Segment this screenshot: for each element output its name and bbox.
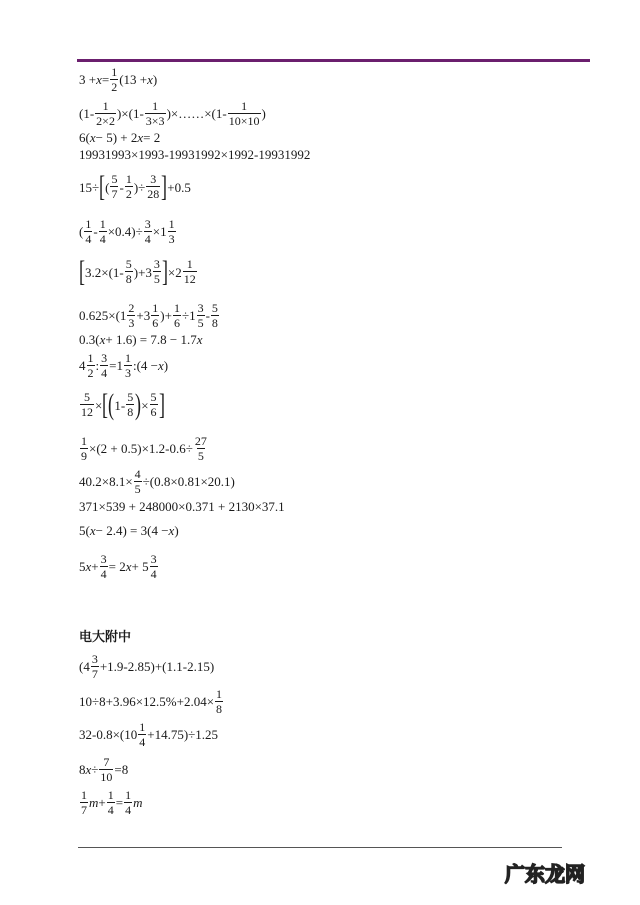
math-text: 4 <box>107 802 114 817</box>
math-text: )÷ <box>133 179 146 195</box>
problem-1 <box>79 66 157 93</box>
math-text: ×0.4)÷ <box>107 224 143 240</box>
math-text: =1 <box>109 358 123 374</box>
math-text: 4 <box>150 566 157 581</box>
math-text: ×2 <box>167 264 182 280</box>
math-text: 3 <box>197 301 204 315</box>
math-text: 10×10 <box>228 113 260 128</box>
math-text: 8 <box>125 272 132 286</box>
math-text: - <box>119 179 124 195</box>
fraction <box>126 391 134 418</box>
fraction <box>151 302 159 329</box>
bracket: ] <box>158 388 165 421</box>
fraction <box>125 258 133 285</box>
math-text: 1 <box>102 99 109 113</box>
problem-11 <box>79 390 165 420</box>
math-text: 8 <box>211 315 218 330</box>
problem-5 <box>79 172 191 202</box>
math-text: 3 <box>153 257 160 272</box>
fraction <box>146 173 160 200</box>
math-text: 6 <box>173 315 180 330</box>
math-text: 1 <box>81 788 87 802</box>
math-text: × <box>141 397 149 413</box>
fraction <box>134 468 142 495</box>
math-text: (4 <box>79 659 90 675</box>
fraction <box>168 218 176 245</box>
problem-2 <box>79 100 266 127</box>
math-text: )×(1- <box>116 106 144 122</box>
math-text: x <box>99 332 106 347</box>
math-text: 0.625×(1 <box>79 308 127 324</box>
math-text: 27 <box>194 434 207 448</box>
section-problem-1 <box>79 653 214 680</box>
fraction <box>153 258 161 285</box>
math-text: 4 <box>144 231 151 246</box>
math-text: 1 <box>99 217 106 231</box>
fraction <box>99 218 107 245</box>
fraction <box>95 100 116 127</box>
math-text: 5 <box>111 172 118 187</box>
math-text: 19931993×1993-19931992×1992-19931992 <box>79 147 311 162</box>
math-text: 7 <box>111 187 118 201</box>
math-text: ) <box>174 523 179 538</box>
math-text: 7 <box>91 666 98 681</box>
math-text: 10÷8+3.96×12.5%+2.04× <box>79 694 215 710</box>
bracket: ] <box>161 170 168 203</box>
math-text: 3 <box>91 652 98 666</box>
fraction <box>91 653 99 680</box>
math-text: - <box>205 308 210 324</box>
fraction <box>125 173 133 200</box>
fraction <box>145 100 166 127</box>
math-text: +3 <box>136 308 151 324</box>
math-text: 1 <box>125 788 132 802</box>
problem-8 <box>79 302 220 329</box>
math-text: ÷ <box>91 762 99 778</box>
math-text: 4 <box>139 734 146 749</box>
watermark-logo: 广东龙网 <box>505 862 585 886</box>
math-text: 5 <box>153 272 160 286</box>
math-text: = <box>115 795 124 811</box>
math-text: − 5) + 2 <box>95 130 138 145</box>
math-text: 3 <box>168 231 175 246</box>
problem-9 <box>79 333 202 346</box>
math-text: 3 <box>150 552 157 566</box>
fraction <box>183 258 197 285</box>
bracket: ( <box>108 388 115 421</box>
math-text: 5 <box>150 390 157 405</box>
math-text: 1 <box>241 99 248 113</box>
math-text: 5 <box>125 257 132 272</box>
math-text: ( <box>105 179 110 195</box>
math-text: x <box>137 130 144 145</box>
math-text: 3 <box>144 217 151 231</box>
math-text: 1 <box>139 720 146 734</box>
problem-15 <box>79 524 179 537</box>
math-text: = 2 <box>143 130 161 145</box>
math-text: 1 <box>173 301 180 315</box>
math-text: 1- <box>114 397 126 413</box>
math-text: 1 <box>152 99 159 113</box>
math-text: 5( <box>79 523 90 538</box>
fraction <box>197 302 205 329</box>
fraction <box>124 352 132 379</box>
math-text: +14.75)÷1.25 <box>147 727 219 743</box>
math-text: + <box>91 559 99 575</box>
math-text: 5 <box>134 481 141 496</box>
math-text: (1- <box>79 106 95 122</box>
problem-14 <box>79 500 285 513</box>
problem-3 <box>79 131 160 144</box>
math-text: 40.2×8.1× <box>79 474 133 490</box>
math-text: 28 <box>147 187 160 201</box>
problem-16 <box>79 553 159 580</box>
math-text: 2 <box>87 365 94 380</box>
text: = <box>101 72 110 88</box>
fraction <box>100 553 108 580</box>
math-text: 10 <box>100 769 113 784</box>
problem-13 <box>79 468 235 495</box>
math-text: x <box>85 559 92 575</box>
problem-7 <box>79 257 198 287</box>
bracket: [ <box>102 388 109 421</box>
math-text: 5 <box>79 559 86 575</box>
math-text: 4 <box>100 566 107 581</box>
math-text: x <box>125 559 132 575</box>
math-text: 8 <box>216 701 223 716</box>
fraction <box>80 789 88 816</box>
var-x: x <box>147 72 153 88</box>
footer-rule <box>78 847 562 848</box>
math-text: 3×3 <box>145 113 165 128</box>
bracket: ] <box>161 255 168 288</box>
math-text: 4 <box>101 365 108 380</box>
math-text: 2 <box>111 79 118 94</box>
fraction <box>80 391 94 418</box>
fraction <box>150 553 158 580</box>
math-text: x <box>89 130 96 145</box>
fraction <box>84 218 92 245</box>
var-x: x <box>96 72 102 88</box>
math-text: 1 <box>111 65 118 79</box>
problem-4 <box>79 148 310 161</box>
math-text: 1 <box>186 257 193 272</box>
fraction <box>150 391 158 418</box>
math-text: ÷1 <box>181 308 196 324</box>
header-rule <box>77 59 590 62</box>
math-text: 6 <box>150 405 157 419</box>
fraction <box>211 302 219 329</box>
math-text: 6 <box>152 315 159 330</box>
math-text: 7 <box>81 802 87 817</box>
fraction <box>124 789 132 816</box>
math-text: 8 <box>127 405 134 419</box>
math-text: 5 <box>197 315 204 330</box>
math-text: 5 <box>84 390 90 405</box>
math-text: x <box>158 358 164 374</box>
math-text: 1 <box>125 172 132 187</box>
math-text: 9 <box>81 448 87 463</box>
fraction <box>215 688 223 715</box>
math-text: 1 <box>124 351 131 365</box>
math-text: +1.9-2.85)+(1.1-2.15) <box>99 659 215 675</box>
fraction <box>100 352 108 379</box>
math-text: − 2.4) = 3(4 − <box>95 523 169 538</box>
fraction <box>173 302 181 329</box>
math-text: )×……×(1- <box>166 106 227 122</box>
math-text: 12 <box>183 272 196 286</box>
math-text: 7 <box>103 755 110 769</box>
fraction <box>110 173 118 200</box>
math-text: ×(2 + 0.5)×1.2-0.6÷ <box>89 441 193 457</box>
math-text: 1 <box>168 217 175 231</box>
section-problem-4 <box>79 756 128 783</box>
math-text: 1 <box>81 434 87 448</box>
math-text: +0.5 <box>167 179 191 195</box>
fraction <box>144 218 152 245</box>
math-text: 3 <box>128 315 135 330</box>
section-problem-3 <box>79 721 218 748</box>
fraction <box>228 100 261 127</box>
math-text: m <box>133 795 143 811</box>
math-text: 3.2×(1- <box>85 264 124 280</box>
math-text: × <box>95 397 103 413</box>
math-text: + 5 <box>131 559 149 575</box>
math-text: 371×539 + 248000×0.371 + 2130×37.1 <box>79 499 285 514</box>
text: ) <box>152 72 158 88</box>
math-text: 4 <box>134 467 141 481</box>
math-text: 5 <box>211 301 218 315</box>
fraction <box>110 66 118 93</box>
bracket: [ <box>99 170 106 203</box>
math-text: 1 <box>152 301 159 315</box>
math-text: m <box>89 795 99 811</box>
bracket: [ <box>79 255 85 288</box>
math-text: 1 <box>87 351 94 365</box>
section-problem-5 <box>79 789 142 816</box>
math-text: 5 <box>127 390 134 405</box>
math-text: ) <box>261 106 266 122</box>
math-text: 15÷ <box>79 179 100 195</box>
math-text: 3 <box>101 351 108 365</box>
math-text: = 2 <box>108 559 126 575</box>
math-text: x <box>89 523 96 538</box>
math-text: : <box>95 358 100 374</box>
math-text: )+ <box>160 308 172 324</box>
problem-12 <box>79 435 209 462</box>
math-text: )+3 <box>133 264 152 280</box>
math-text: 3 <box>100 552 107 566</box>
fraction <box>87 352 95 379</box>
fraction <box>80 435 88 462</box>
math-text: 6( <box>79 130 90 145</box>
math-text: - <box>93 224 98 240</box>
math-text: 4 <box>99 231 106 246</box>
math-text: x <box>168 523 175 538</box>
math-text: =8 <box>114 762 129 778</box>
fraction <box>107 789 115 816</box>
text: (13 + <box>119 72 148 88</box>
math-text: ÷(0.8×0.81×20.1) <box>142 474 235 490</box>
math-text: 2 <box>125 187 132 201</box>
math-text: 2×2 <box>96 113 115 128</box>
fraction <box>127 302 135 329</box>
math-text: 8 <box>79 762 86 778</box>
math-text: ( <box>79 224 84 240</box>
math-text: 5 <box>197 448 204 463</box>
bracket: ) <box>135 388 142 421</box>
fraction <box>138 721 146 748</box>
math-text: + 1.6) = 7.8 − 1.7 <box>105 332 197 347</box>
math-text: 3 <box>124 365 131 380</box>
math-text: 4 <box>85 231 92 246</box>
problem-10 <box>79 352 168 379</box>
math-text: ) <box>163 358 169 374</box>
section-heading: 电大附中 <box>79 630 132 645</box>
math-text: 2 <box>128 301 135 315</box>
math-text: 1 <box>216 687 223 701</box>
math-text: 1 <box>85 217 92 231</box>
fraction <box>99 756 113 783</box>
math-text: 4 <box>125 802 132 817</box>
math-text: :(4 − <box>132 358 158 374</box>
section-problem-2 <box>79 688 224 715</box>
math-text: x <box>85 762 92 778</box>
text: 3 + <box>79 72 97 88</box>
math-text: ×1 <box>152 224 167 240</box>
math-text: + <box>98 795 106 811</box>
math-text: 4 <box>79 358 86 374</box>
math-text: 0.3( <box>79 332 100 347</box>
math-text: 3 <box>150 172 157 187</box>
problem-6 <box>79 218 177 245</box>
math-text: 32-0.8×(10 <box>79 727 138 743</box>
math-text: x <box>196 332 203 347</box>
math-text: 12 <box>81 405 93 419</box>
fraction <box>194 435 208 462</box>
math-text: 1 <box>107 788 114 802</box>
